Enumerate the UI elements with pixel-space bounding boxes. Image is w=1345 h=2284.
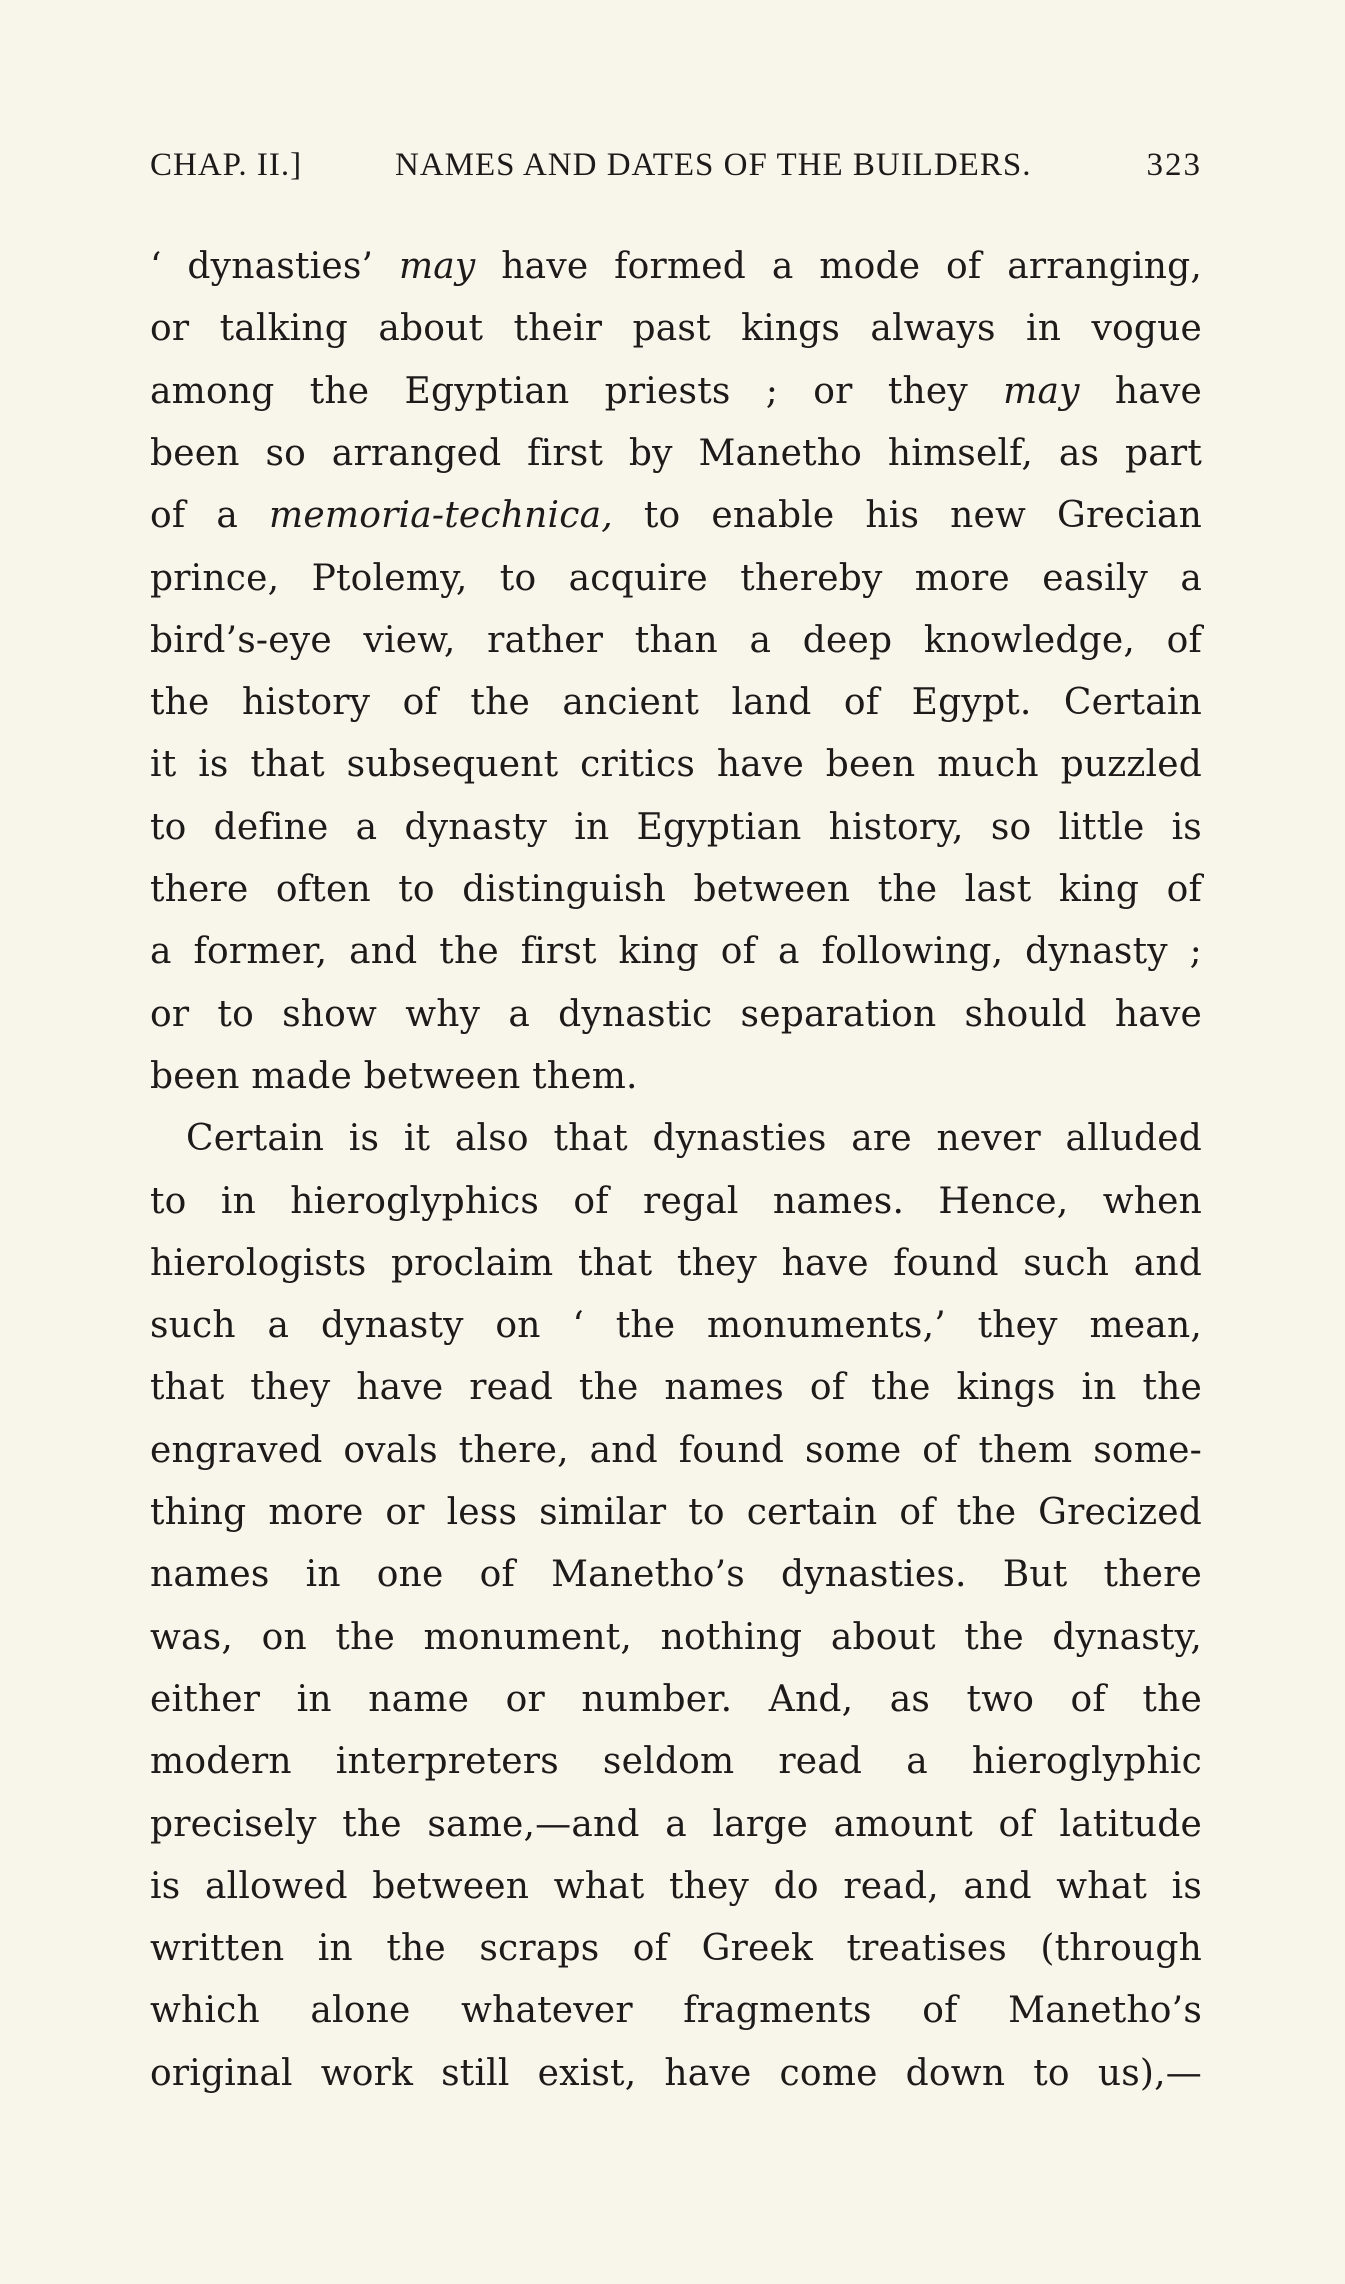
text-segment: it is that subsequent critics have been much puzzled (150, 744, 1202, 786)
text-line (150, 859, 1202, 921)
text-segment: either in name or number. And, as two of the (150, 1678, 1202, 1720)
text-segment: that they have read the names of the kings in the (150, 1367, 1202, 1409)
text-segment: been so arranged first by Manetho himself, as part (150, 432, 1202, 474)
chapter-label: CHAP. II.] (150, 147, 303, 183)
text-line (150, 672, 1202, 734)
running-header (150, 140, 1202, 190)
text-segment: been made between them. (150, 1055, 638, 1097)
text-segment: Certain is it also that dynasties are never alluded (186, 1118, 1202, 1160)
text-segment: thing more or less similar to certain of the Grecized (150, 1492, 1202, 1533)
text-segment: or talking about their past kings always in vogue (150, 308, 1202, 350)
italic-text: may (398, 246, 476, 287)
text-line (150, 1856, 1202, 1918)
text-line (150, 921, 1202, 983)
text-line (150, 361, 1202, 423)
text-segment: is allowed between what they do read, and what is (150, 1865, 1202, 1907)
text-segment: have (1079, 370, 1202, 412)
text-segment: to define a dynasty in Egyptian history, so little is (150, 806, 1202, 848)
text-line (150, 423, 1202, 485)
text-segment: ‘ dynasties’ (150, 246, 399, 287)
text-line (150, 734, 1202, 796)
text-segment: there often to distinguish between the last king of (150, 869, 1202, 910)
text-line (150, 1046, 1202, 1108)
text-line (150, 1544, 1202, 1606)
text-segment: bird’s-eye view, rather than a deep knowledge, of (150, 619, 1202, 661)
text-line (150, 1420, 1202, 1482)
text-segment: which alone whatever fragments of Manetho’s (150, 1990, 1202, 2032)
italic-text: memoria-technica, (269, 495, 613, 537)
text-line (150, 984, 1202, 1046)
text-line (150, 298, 1202, 360)
text-line (150, 797, 1202, 859)
text-line (150, 1607, 1202, 1669)
text-segment: hierologists proclaim that they have found such and (150, 1242, 1202, 1284)
text-line (150, 1295, 1202, 1357)
text-segment: original work still exist, have come down to us),— (150, 2052, 1202, 2094)
text-segment: to in hieroglyphics of regal names. Hence, when (150, 1180, 1202, 1222)
text-segment: was, on the monument, nothing about the dynasty, (150, 1616, 1202, 1658)
text-line (150, 1233, 1202, 1295)
text-segment: a former, and the first king of a following, dynasty ; (150, 931, 1202, 973)
text-segment: have formed a mode of arranging, (475, 246, 1202, 287)
text-line (150, 1794, 1202, 1856)
text-segment: such a dynasty on ‘ the monuments,’ they mean, (150, 1305, 1202, 1347)
italic-text: may (1003, 370, 1080, 412)
running-title: NAMES AND DATES OF THE BUILDERS. (395, 147, 1032, 183)
text-segment: of a (150, 495, 270, 537)
text-line (150, 1171, 1202, 1233)
text-segment: precisely the same,—and a large amount of latitude (150, 1803, 1202, 1845)
text-segment: written in the scraps of Greek treatises (through (150, 1928, 1202, 1970)
text-line (150, 1482, 1202, 1544)
text-line (150, 610, 1202, 672)
text-segment: among the Egyptian priests ; or they (150, 370, 1004, 412)
text-segment: engraved ovals there, and found some of them some- (150, 1429, 1202, 1471)
text-segment: to enable his new Grecian (612, 495, 1202, 537)
text-line (150, 2043, 1202, 2105)
text-line (150, 1669, 1202, 1731)
text-line (150, 236, 1202, 298)
page-number: 323 (1146, 147, 1202, 183)
text-line (150, 1918, 1202, 1980)
text-segment: or to show why a dynastic separation should have (150, 993, 1202, 1035)
text-line (150, 485, 1202, 547)
text-segment: modern interpreters seldom read a hieroglyphic (150, 1741, 1202, 1783)
text-line (150, 548, 1202, 610)
text-line (150, 1357, 1202, 1419)
text-segment: prince, Ptolemy, to acquire thereby more easily a (150, 557, 1202, 599)
text-line (150, 1731, 1202, 1793)
text-segment: names in one of Manetho’s dynasties. But there (150, 1554, 1202, 1596)
text-line (150, 1980, 1202, 2042)
text-line (150, 1108, 1202, 1170)
text-segment: the history of the ancient land of Egypt. Certain (150, 682, 1202, 724)
